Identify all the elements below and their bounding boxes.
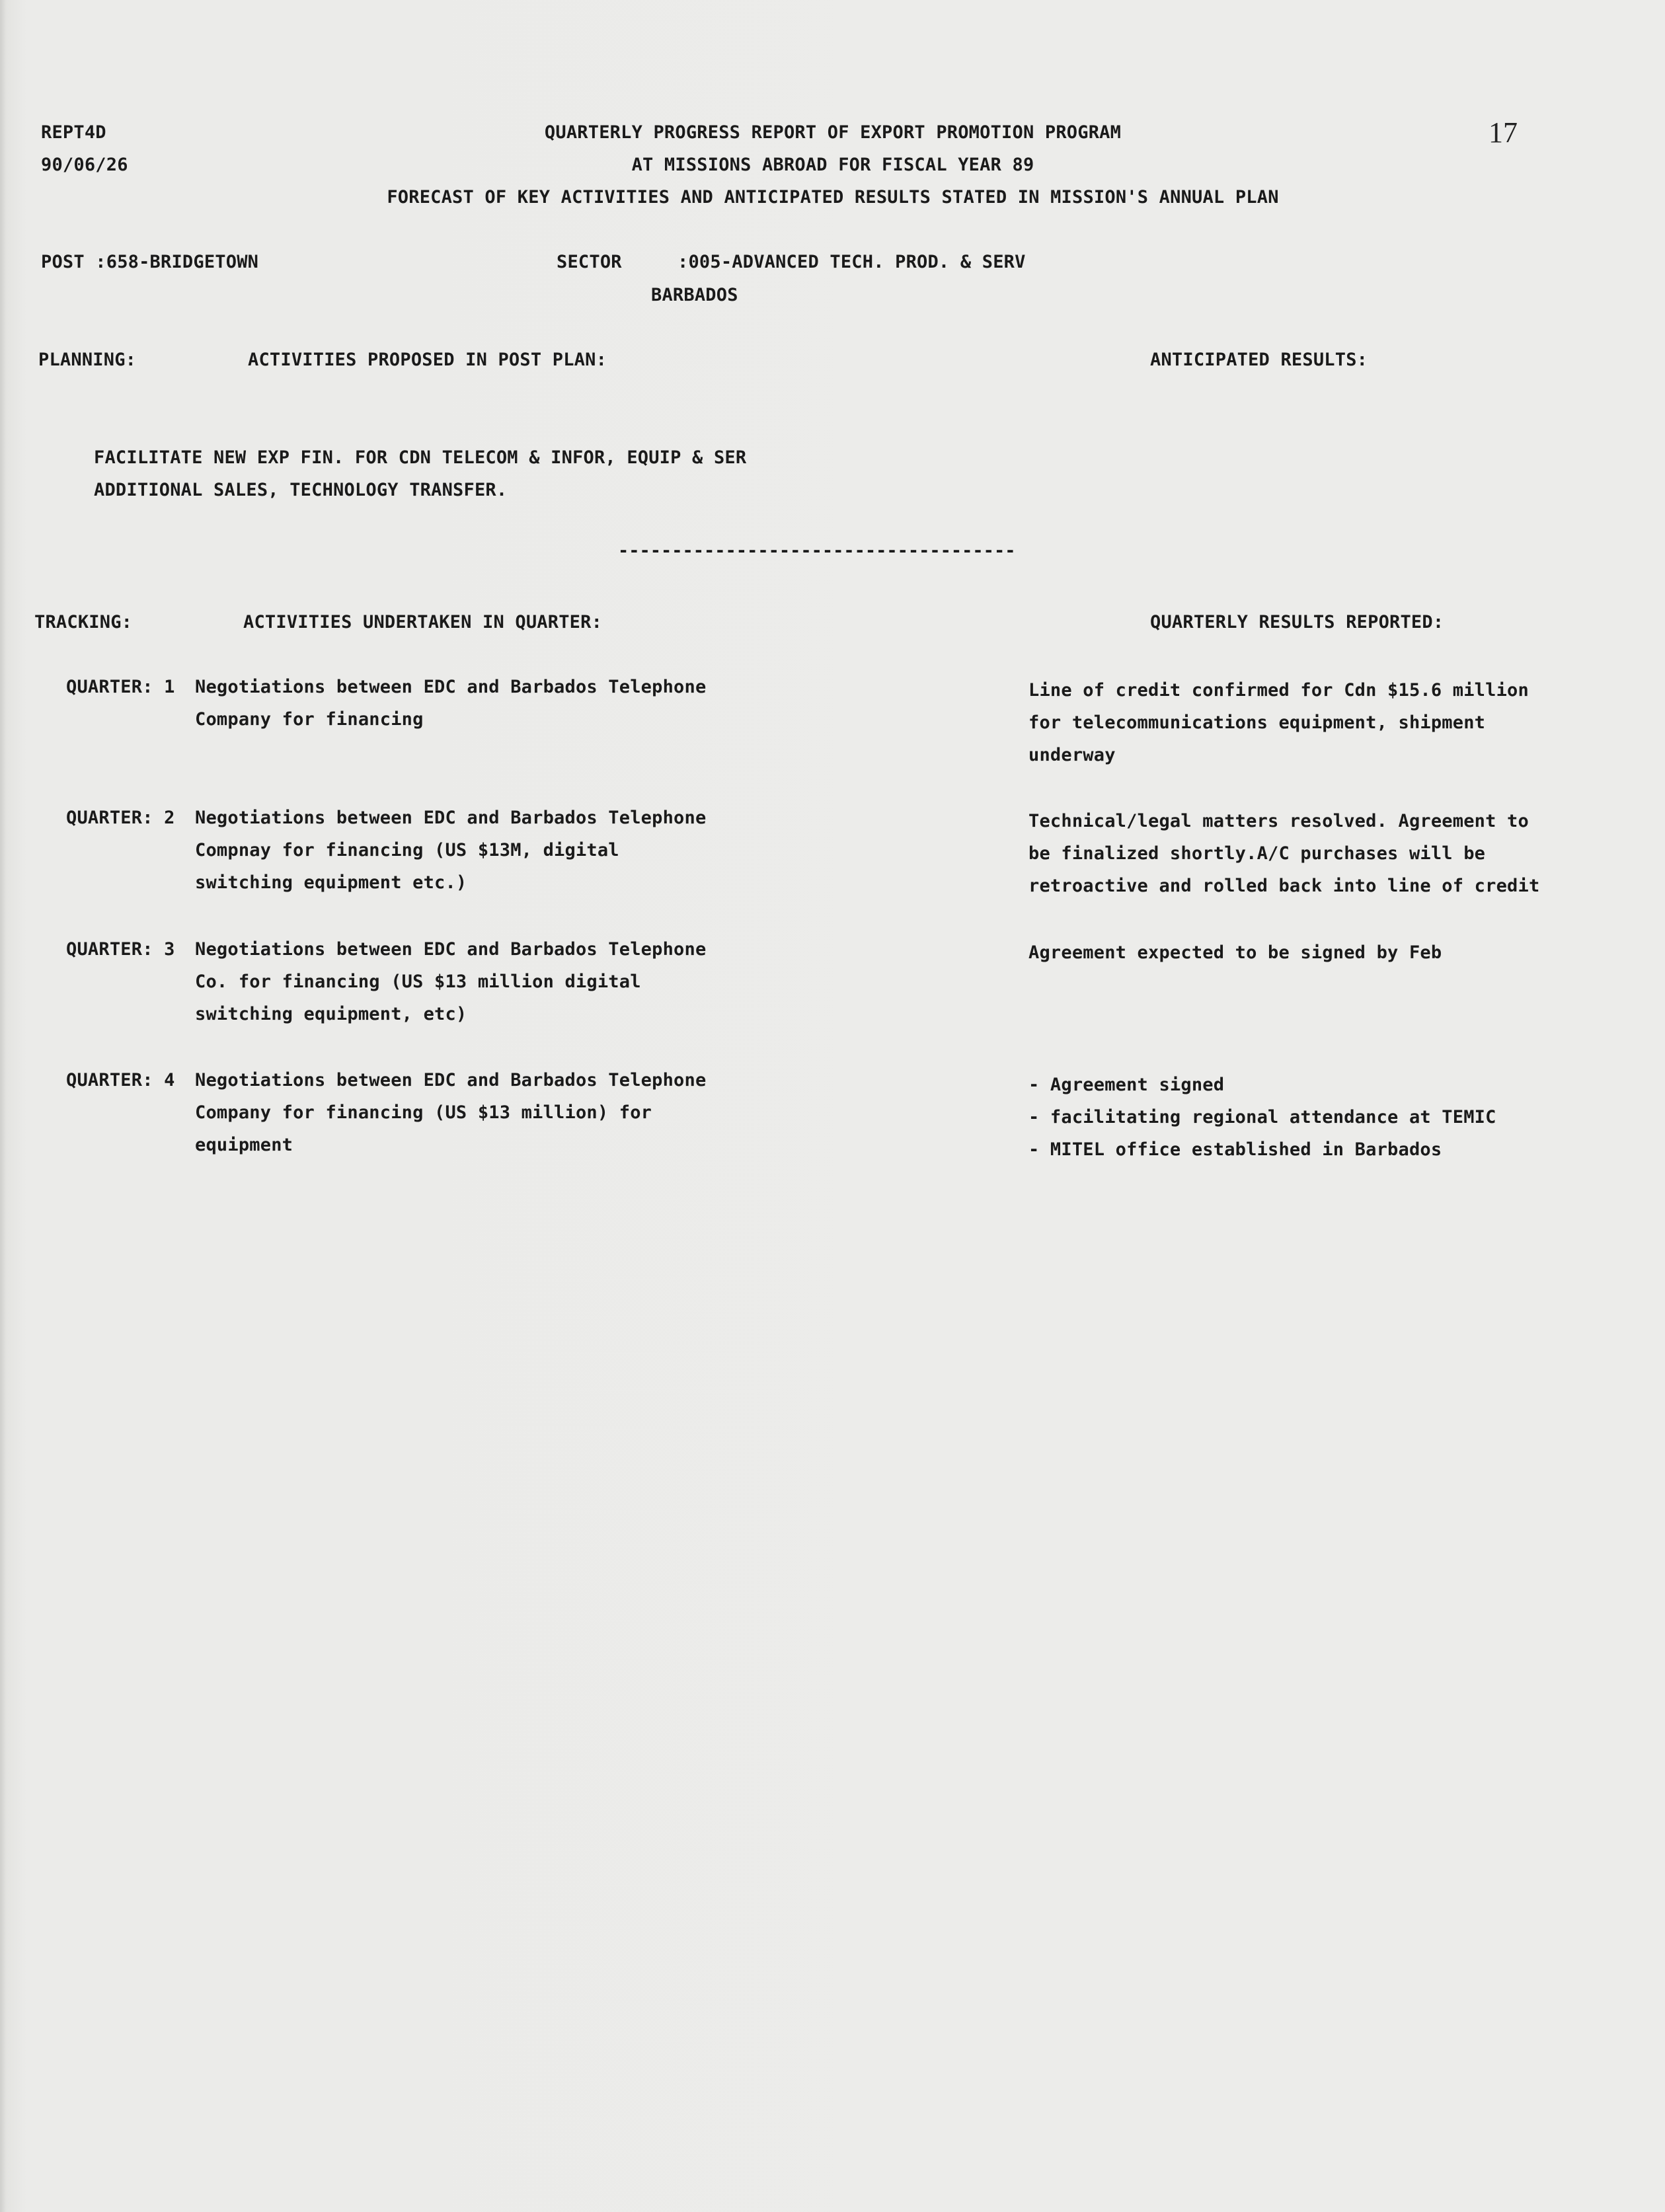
planned-activity-line1: FACILITATE NEW EXP FIN. FOR CDN TELECOM & INFOR, EQUIP & SER [94,447,747,468]
report-title-line1: QUARTERLY PROGRESS REPORT OF EXPORT PROMOTION PROGRAM [544,122,1122,143]
post-label: POST :658-BRIDGETOWN [41,252,259,272]
planning-activities-header: ACTIVITIES PROPOSED IN POST PLAN: [248,350,607,370]
quarter-3-activity-line: Negotiations between EDC and Barbados Telephone [195,939,707,960]
quarter-4-result-line: - MITEL office established in Barbados [1028,1139,1442,1160]
quarter-2-result-line: Technical/legal matters resolved. Agreement to [1028,811,1529,831]
page-number: 17 [1489,116,1518,149]
quarterly-results-header: QUARTERLY RESULTS REPORTED: [1150,612,1444,632]
quarter-1-label: QUARTER: 1 [66,677,175,697]
section-separator: ------------------------------------- [618,541,1016,561]
quarter-4-activity-line: equipment [195,1135,293,1155]
quarter-3-label: QUARTER: 3 [66,939,175,960]
country-name: BARBADOS [651,285,738,305]
quarter-4-result-line: - facilitating regional attendance at TEMIC [1028,1107,1496,1127]
quarter-2-activity-line: Negotiations between EDC and Barbados Telephone [195,808,707,828]
quarter-1-activity-line: Company for financing [195,709,424,730]
quarter-2-result-line: be finalized shortly.A/C purchases will be [1028,843,1486,864]
anticipated-results-header: ANTICIPATED RESULTS: [1150,350,1368,370]
quarter-3-activity-line: Co. for financing (US $13 million digital [195,972,641,992]
report-title-line2: AT MISSIONS ABROAD FOR FISCAL YEAR 89 [631,155,1034,175]
quarter-2-result-line: retroactive and rolled back into line of credit [1028,876,1540,896]
quarter-1-result-line: underway [1028,745,1116,765]
quarter-2-activity-line: switching equipment etc.) [195,872,467,893]
quarter-4-activity-line: Company for financing (US $13 million) for [195,1102,652,1123]
sector-value: :005-ADVANCED TECH. PROD. & SERV [678,252,1026,272]
report-date: 90/06/26 [41,155,128,175]
tracking-label: TRACKING: [34,612,133,632]
quarter-2-activity-line: Compnay for financing (US $13M, digital [195,840,619,860]
quarter-3-activity-line: switching equipment, etc) [195,1004,467,1024]
report-title-line3: FORECAST OF KEY ACTIVITIES AND ANTICIPATED RESULTS STATED IN MISSION'S ANNUAL PLAN [387,187,1279,208]
planned-activity-line2: ADDITIONAL SALES, TECHNOLOGY TRANSFER. [94,480,508,500]
report-id: REPT4D [41,122,106,143]
quarter-1-activity-line: Negotiations between EDC and Barbados Telephone [195,677,707,697]
quarter-4-activity-line: Negotiations between EDC and Barbados Telephone [195,1070,707,1090]
planning-label: PLANNING: [38,350,137,370]
tracking-activities-header: ACTIVITIES UNDERTAKEN IN QUARTER: [243,612,603,632]
quarter-1-result-line: for telecommunications equipment, shipment [1028,712,1486,733]
quarter-3-result-line: Agreement expected to be signed by Feb [1028,942,1442,963]
quarter-4-label: QUARTER: 4 [66,1070,175,1090]
quarter-1-result-line: Line of credit confirmed for Cdn $15.6 million [1028,680,1529,701]
sector-label: SECTOR [557,252,622,272]
quarter-2-label: QUARTER: 2 [66,808,175,828]
quarter-4-result-line: - Agreement signed [1028,1075,1225,1095]
